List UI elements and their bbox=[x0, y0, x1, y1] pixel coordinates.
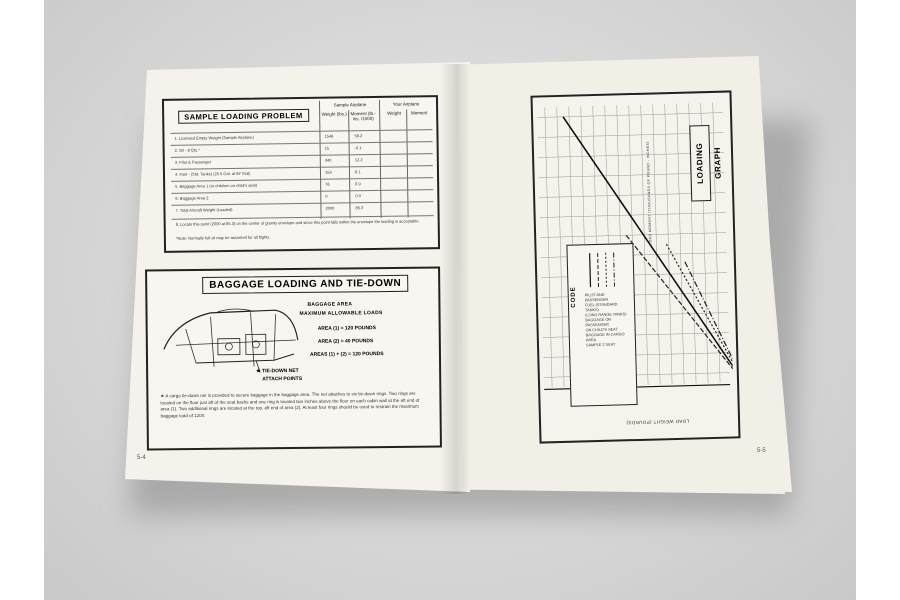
area-2-limit: AREA (2) = 40 POUNDS bbox=[317, 338, 374, 345]
col-sample-airplane: Sample Airplane bbox=[333, 102, 367, 108]
table-cell: 153 bbox=[324, 169, 332, 175]
page-number-left: 5-4 bbox=[137, 455, 146, 461]
table-rule bbox=[170, 129, 432, 134]
table-rule bbox=[171, 177, 433, 182]
table-note: 8. Locate this point (2000 at 85.3) on the center of gravity envelope and since this point falls within the envelope the loading is acceptable. bbox=[175, 218, 420, 227]
code-line: FUEL (STANDARD TANKS) bbox=[584, 302, 618, 313]
table-cell: 2000 bbox=[325, 205, 335, 211]
table-row-label: 4. Fuel - (Std. Tanks) (25.5 Gal. at 6# /Gal) bbox=[174, 170, 251, 177]
area-heading: BAGGAGE AREA bbox=[307, 301, 353, 308]
table-divider bbox=[379, 100, 382, 218]
problem-title: SAMPLE LOADING PROBLEM bbox=[178, 109, 309, 124]
table-divider bbox=[319, 101, 322, 219]
table-cell: 6.9 bbox=[355, 181, 361, 187]
tie-down-label: ★ TIE-DOWN NET bbox=[256, 367, 299, 375]
sub-your-weight: Weight bbox=[387, 110, 402, 116]
table-cell: 6.1 bbox=[354, 169, 361, 175]
book-gutter bbox=[440, 64, 470, 494]
table-rule bbox=[171, 189, 433, 194]
attach-points-label: ATTACH POINTS bbox=[262, 375, 303, 383]
area-1-limit: AREA (1) = 120 POUNDS bbox=[317, 325, 377, 332]
code-line: (LONG RANGE TANKS) bbox=[585, 312, 627, 318]
x-axis-label: LOAD MOMENT (THOUSANDS OF POUND - INCHES) bbox=[645, 141, 653, 245]
code-line: ON CHILD'S SEAT bbox=[585, 327, 618, 333]
baggage-tie-down-section bbox=[145, 266, 442, 450]
cargo-line bbox=[685, 260, 734, 385]
table-rule bbox=[171, 201, 433, 206]
table-row-label: 1. Licensed Empty Weight (Sample Airplane) bbox=[174, 134, 254, 141]
table-footnote: *Note: Normally full oil may be assumed for all flights. bbox=[175, 234, 271, 241]
code-line: SAMPLE 2 SEAT bbox=[585, 342, 616, 348]
sub-moment: Moment (lb.-ins. /1000) bbox=[350, 110, 376, 122]
code-line: PILOT AND PASSENGER bbox=[584, 292, 609, 303]
code-title: CODE bbox=[570, 286, 578, 308]
table-cell: 85.3 bbox=[355, 205, 364, 211]
y-axis-label: LOAD WEIGHT (POUNDS) bbox=[626, 418, 690, 426]
loading-graph bbox=[530, 90, 740, 443]
table-rule bbox=[171, 165, 433, 170]
tie-down-paragraph: ★ A cargo tie-down net is provided to secure baggage in the baggage area. The net attaches to six tie-down rings. Two rings are located on the floor just aft of the seat backs and one ring is located two inches above the floor on each cabin wall at the aft end of area (1). Two additional rings are located at the top, aft end of area (2). At least four rings should be used to restrain the maximum baggage load of 120#. bbox=[160, 390, 420, 418]
sub-weight: Weight (lbs.) bbox=[321, 111, 347, 117]
area-combined-limit: AREAS (1) + (2) = 120 POUNDS bbox=[309, 351, 384, 358]
table-cell: 76 bbox=[325, 181, 330, 187]
table-row-label: 5. Baggage Area 1 (or children on child's seat) bbox=[175, 182, 258, 189]
col-your-airplane: Your Airplane bbox=[392, 101, 420, 107]
code-legend bbox=[566, 243, 637, 407]
table-row-label: 7. Total Aircraft Weight (Loaded) bbox=[175, 206, 233, 213]
table-cell: 15 bbox=[324, 145, 330, 151]
loading-graph-title: LOADING GRAPH bbox=[689, 125, 711, 201]
page-number-right: 5-5 bbox=[757, 448, 766, 454]
table-row-label: 3. Pilot & Passenger bbox=[174, 159, 212, 165]
table-cell: 58.2 bbox=[354, 133, 363, 139]
table-cell: 1546 bbox=[324, 133, 334, 139]
table-cell: -0.1 bbox=[354, 145, 362, 151]
table-row-label: 6. Baggage Area 2 bbox=[175, 195, 209, 201]
table-rule bbox=[171, 141, 433, 146]
table-cell: 0 bbox=[325, 193, 328, 199]
code-line: BAGGAGE OR PASSENGER bbox=[585, 317, 612, 328]
area-subheading: MAXIMUM ALLOWABLE LOADS bbox=[299, 310, 383, 317]
baggage-title: BAGGAGE LOADING AND TIE-DOWN bbox=[202, 275, 408, 294]
table-cell: 12.2 bbox=[354, 157, 363, 163]
table-cell: 0.0 bbox=[355, 193, 361, 199]
table-rule bbox=[171, 153, 433, 158]
table-row-label: 2. Oil - 8 Qts.* bbox=[174, 147, 200, 153]
sub-your-moment: Moment bbox=[410, 110, 428, 116]
sample-loading-problem-table bbox=[162, 95, 440, 253]
table-cell: 340 bbox=[324, 157, 332, 163]
code-line: BAGGAGE IN CARGO AREA bbox=[585, 332, 625, 343]
